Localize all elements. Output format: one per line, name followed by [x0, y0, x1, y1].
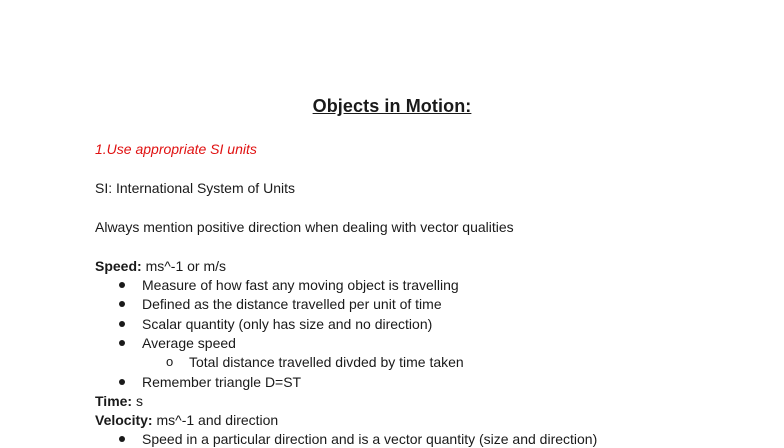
time-label: Time:: [95, 393, 133, 409]
speed-units: ms^-1 or m/s: [141, 258, 227, 274]
section-heading: 1.Use appropriate SI units: [95, 141, 257, 157]
list-item-text: Remember triangle D=ST: [142, 374, 302, 390]
velocity-heading: [95, 411, 278, 429]
page-title: Objects in Motion:: [312, 96, 472, 116]
bullet-icon: [119, 436, 125, 442]
velocity-units: ms^-1 and direction: [152, 412, 279, 428]
bullet-icon: [119, 340, 125, 346]
bullet-icon: [119, 282, 125, 288]
list-item-text: Scalar quantity (only has size and no direction): [142, 316, 433, 332]
sub-list-item-text: Total distance travelled divded by time taken: [189, 354, 464, 370]
list-item-text: Average speed: [142, 335, 236, 351]
velocity-label: Velocity:: [95, 412, 153, 428]
sub-bullet-marker: o: [166, 354, 174, 369]
direction-note: Always mention positive direction when dealing with vector qualities: [95, 219, 514, 235]
bullet-icon: [119, 379, 125, 385]
speed-heading: [95, 257, 226, 275]
time-units: s: [132, 393, 143, 409]
speed-label: Speed:: [95, 258, 142, 274]
time-heading: [95, 392, 143, 410]
bullet-icon: [119, 301, 125, 307]
list-item-text: Defined as the distance travelled per unit of time: [142, 296, 442, 312]
list-item-text: Measure of how fast any moving object is travelling: [142, 277, 459, 293]
si-definition: SI: International System of Units: [95, 180, 295, 196]
bullet-icon: [119, 321, 125, 327]
list-item-text: Speed in a particular direction and is a vector quantity (size and direction): [142, 431, 598, 447]
